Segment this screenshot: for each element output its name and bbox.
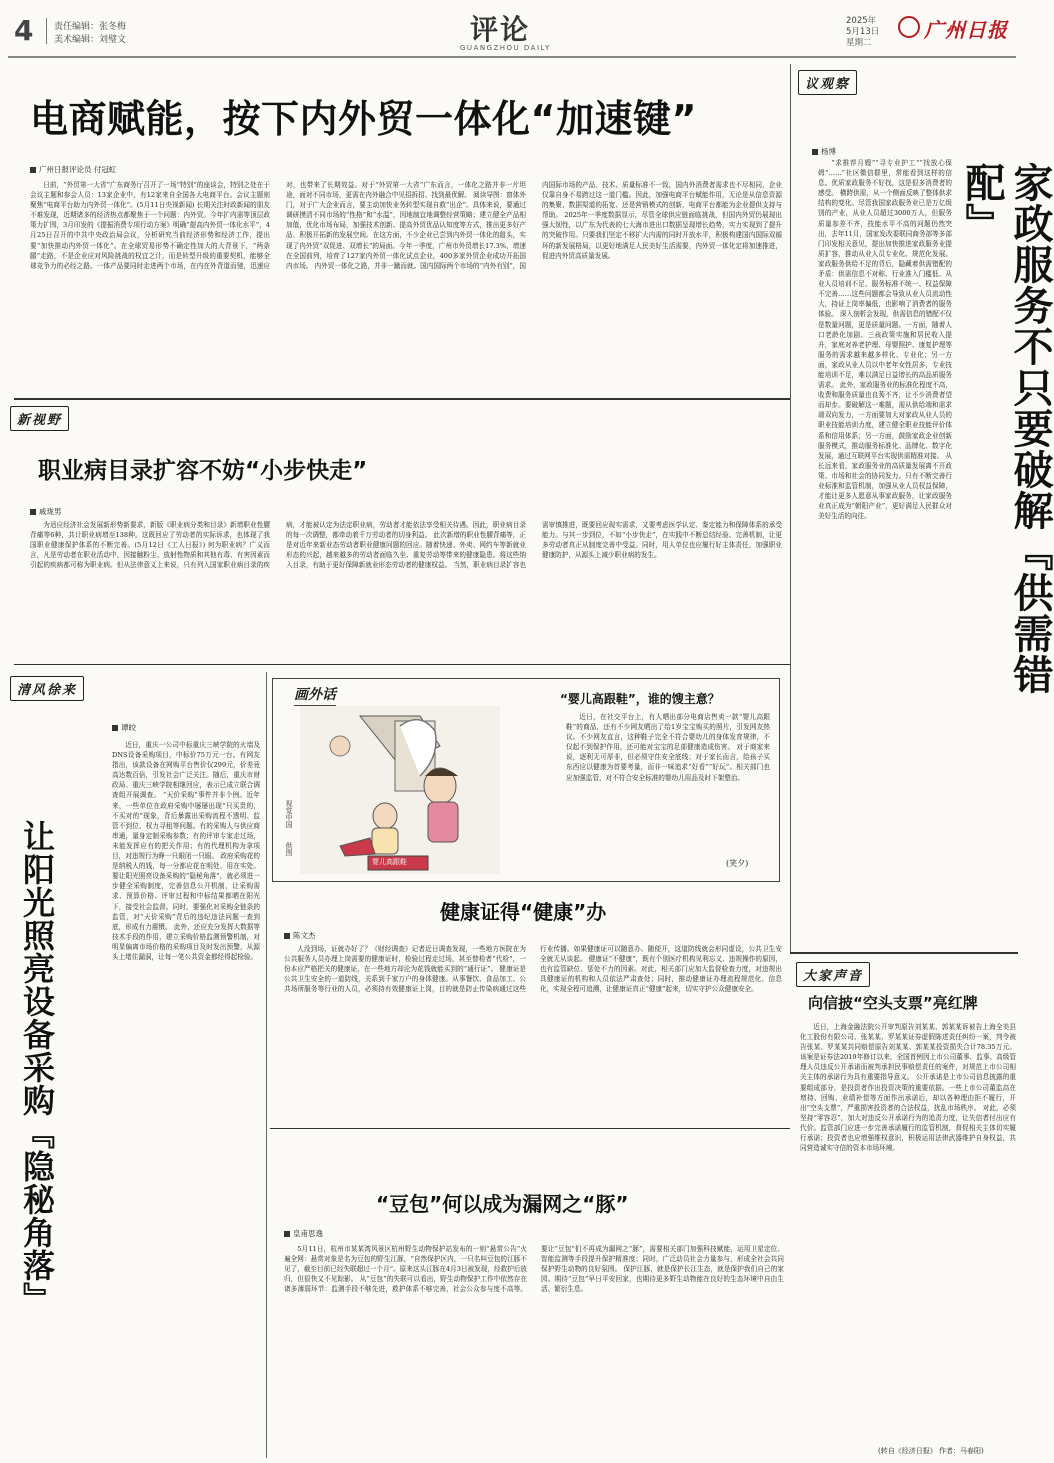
health-body: 人没到场，证就办好了？《财经调查》记者近日调查发现，一些地方医院在为公共服务人员办理上岗需要的健康证时，检验过程走过场，甚至替检者“代检”，一份本应严格把关的健康证，在一些地方却沦为花钱就能买到的“通行证”。 健康证是公共卫生安全的一道防线，关系到千家万户的身体健康。从事餐饮、食品加工、公共场所服务等行业的人员，必须持有效健康证上岗，目的就是防止传染病通过这些行业传播。如果健康证可以随意办、随便开，这道防线就会形同虚设，公共卫生安全就无从谈起。 健康证“不健康”，既有个别医疗机构见利忘义、违规操作的原因，也有监管缺位、惩处不力的因素。对此，相关部门应加大监督检查力度，对违规出具健康证的机构和人员依法严肃查处；同时，推动健康证办理流程规范化、信息化，实现全程可追溯，让健康证真正“健康”起来，切实守护公众健康安全。: [284, 945, 782, 994]
pay-label: 大家声音: [796, 962, 870, 987]
weekday: 星期二: [846, 38, 872, 48]
section-title: 评论: [470, 13, 531, 46]
section-en: GUANGZHOU DAILY: [460, 44, 551, 52]
left-column-rule: [266, 672, 267, 1458]
masthead: [0, 0, 1024, 60]
sunlight-body: 近日，重庆一公司中标重庆三峡学院的火墙及DNS设备采购项目，中标价75万元一台。有网友指出，该款设备在网购平台售价仅299元，价差竟高达数百倍，引发社会广泛关注。随后，重庆市财政局、重庆三峡学院相继回应，表示已成立联合调查组开展调查。 “天价采购”事件并非个例。近年来，一些单位在政府采购中屡屡出现“只买贵的，不买对的”现象，背后暴露出采购流程不透明、监管不到位、权力寻租等问题。有的采购人与供应商串通，量身定制采购参数；有的评审专家走过场，未能发挥应有的把关作用；有的代理机构为拿项目，对违规行为睁一只眼闭一只眼。 政府采购花的是纳税人的钱，每一分都应花在明处、用在实处。要让阳光照亮设备采购的“隐秘角落”，就必须进一步健全采购制度，完善信息公开机制，让采购需求、预算价格、评审过程和中标结果都晒在阳光下，接受社会监督。同时，要强化对采购全链条的监管，对“天价采购”背后的违纪违法问题一查到底，形成有力震慑。 此外，还应充分发挥大数据等技术手段的作用，建立采购价格监测预警机制，对明显偏离市场价格的采购项目及时发出预警，从源头上堵住漏洞，让每一笔公共资金都经得起检验。: [112, 741, 260, 961]
occupational-body: 为适应经济社会发展新形势新要求，新版《职业病分类和目录》新增职业性腰背痛等6种，共计职业病增至138种。这既回应了劳动者的实际诉求，也体现了我国职业健康保护体系的不断完善。(5月12日《工人日报》) 何为职业病？广义而言，凡是劳动者在职业活动中，因接触粉尘、放射性物质和其他有毒、有害因素而引起的疾病都可称为职业病。但从法律意义上来说，只有列入国家职业病目录的疾病，才能被认定为法定职业病，劳动者才能依法享受相关待遇。因此，职业病目录的每一次调整，都牵动着千万劳动者的切身利益。 此次新增的职业性腰背痛等，正是对近年来新业态劳动者职业健康问题的回应。随着快递、外卖、网约车等新就业形态的兴起，越来越多的劳动者面临久坐、重复劳动等带来的健康隐患。将这些纳入目录，有助于更好保障新就业形态劳动者的健康权益。 当然，职业病目录扩容也需审慎推进，既要回应现实需求，又要考虑医学认定、鉴定能力和保障体系的承受能力。与其一步到位，不如“小步快走”，在实践中不断总结经验、完善机制，让更多劳动者真正从制度完善中受益。同时，用人单位也应履行好主体责任，加强职业健康防护，从源头上减少职业病的发生。: [30, 521, 782, 570]
lead-title: 电商赋能，按下内外贸一体化“加速键”: [30, 97, 697, 141]
date-year: 2025年: [846, 16, 877, 26]
occupational-rule: [14, 664, 790, 665]
sunlight-label: 清风徐来: [10, 676, 84, 701]
pay-top-rule: [790, 952, 1018, 954]
masthead-rule: [8, 56, 1016, 58]
cartoon-illustration: [300, 706, 500, 874]
doubao-title: “豆包”何以成为漏网之“豚”: [376, 1192, 629, 1216]
sunlight-title: 让阳光照亮设备采购『隐秘角落』: [18, 820, 56, 1315]
health-title: 健康证得“健康”办: [440, 900, 607, 924]
right-column-body: “求推荐月嫂”“寻专业护工”“找放心保姆”……“社区微信群里，常能看到这样的信息。优质家政服务不好找，这是很多消费者的感受。 横跨供需，从一个侧面反映了整体供求结构的变化。尽管我国家政服务业已是万亿级别的产业，从业人员超过3000万人，但服务质量参差不齐，技能水平不高的问题仍然突出，去年11月，国家发改委联同商务部等多部门印发相关意见，提出加快推进家政服务业提质扩容，推动从业人员专业化、规范化发展。 家政服务供给不足的背后，隐藏着供需错配的矛盾：供需信息不对称、行业准入门槛低、从业人员培训不足、服务标准不统一、权益保障不完善……这些问题都会导致从业人员流动性大，持证上岗率偏低，也影响了消费者的服务体验。 深入剖析会发现，供需信息的错配不仅是数量问题，更是质量问题。一方面，随着人口老龄化加剧、三孩政策实施和居民收入提升，家庭对养老护理、母婴照护、康复护理等服务的需求越来越多样化、专业化；另一方面，家政从业人员以中老年女性居多，专业技能培训不足，难以满足日益增长的高品质服务需求。 此外，家政服务业的标准化程度不高，收费和服务质量也良莠不齐，让不少消费者望而却步。要破解这一难题，需从供给端和需求端双向发力，一方面要加大对家政从业人员的职业技能培训力度，建立健全职业技能评价体系和信用体系；另一方面，鼓励家政企业创新服务模式，推动服务标准化、品牌化、数字化发展，通过互联网平台实现供需精准对接。 从长远来看，家政服务业的高质量发展离不开政策、市场和社会的协同发力。只有不断完善行业标准和监管机制，加强从业人员权益保障，才能让更多人愿意从事家政服务，让家政服务业真正成为“朝阳产业”，更好满足人民群众对美好生活的向往。: [818, 159, 952, 521]
sunlight-byline: 谭皎: [112, 722, 136, 733]
newspaper-logo-icon: [898, 16, 920, 38]
page-number: 4: [14, 14, 34, 47]
paper-name: 广州日报: [924, 18, 1008, 42]
cartoon-body: 近日，在社交平台上，有人晒出部分电商店售卖一款“婴儿高跟鞋”的商品，还有不少网友晒出了给1岁宝宝购买的照片，引发网友热议。不少网友直言，这种鞋子完全不符合婴幼儿的身体发育规律，不仅起不到保护作用，还可能对宝宝的足部健康造成伤害。 对于商家来说，逐利无可厚非，但必须守住安全底线；对于家长而言，给孩子买东西应以健康为首要考量，而非一味追求“好看”“好玩”。相关部门也应加强监管，对不符合安全标准的婴幼儿用品及时下架整治。: [566, 713, 770, 782]
doubao-byline: 皇甫思逸: [284, 1228, 323, 1239]
date-day: 5月13日: [846, 27, 880, 37]
health-byline: 陈文杰: [284, 930, 316, 941]
right-column-byline: 杨博: [812, 146, 836, 157]
lead-byline: 广州日报评论员 付冠虹: [30, 164, 116, 175]
designer-line: 美术编辑：刘璧文: [54, 35, 127, 45]
occupational-byline: 戚珑男: [30, 506, 62, 517]
masthead-divider: [46, 18, 47, 44]
cartoon-sign-label: 婴儿高跟鞋: [372, 858, 407, 866]
occupational-title: 职业病目录扩容不妨“小步快走”: [38, 458, 368, 484]
lead-rule: [14, 398, 790, 400]
cartoon-credit-org: 视觉中国: [285, 800, 293, 828]
health-rule: [270, 1128, 790, 1129]
editor-line: 责任编辑：张冬梅: [54, 22, 127, 32]
pay-body: 近日，上海金融法院公开审判原告刘某某、郭某某诉被告上海全美县化工股份有限公司、张某某、罗某某证券虚假陈述责任纠纷一案，判令被告张某、罗某某共同赔偿原告刘某某、郭某某投资损失合计78.35万元。 该案是证券法2019年修订以来，全国首例因上市公司董事、监事、高级管理人员违反公开承诺而被判承担民事赔偿责任的案件，对规范上市公司相关主体的承诺行为具有重要指导意义。 公开承诺是上市公司信息披露的重要组成部分，是投资者作出投资决策的重要依据。一些上市公司董监高在增持、回购、业绩补偿等方面作出承诺后，却以各种理由拒不履行，开出“空头支票”，严重损害投资者的合法权益，扰乱市场秩序。 对此，必须坚持“零容忍”，加大对违反公开承诺行为的追责力度，让失信者付出应有代价。监管部门应进一步完善承诺履行的监管机制，督促相关主体切实履行承诺；投资者也应增强维权意识，积极运用法律武器维护自身权益，共同营造诚实守信的资本市场环境。: [800, 1023, 1016, 1153]
cartoon-signature: (笑夕): [726, 859, 749, 868]
right-column-label: 议观察: [798, 70, 857, 95]
right-column-left-rule: [790, 64, 791, 954]
pay-byline-end: (转自《经济日报》 作者：马春阳): [878, 1447, 984, 1455]
cartoon-credit-type: 供图: [285, 842, 293, 856]
cartoon-title: “婴儿高跟鞋”，谁的馊主意？: [560, 692, 720, 706]
pay-title: 向信披“空头支票”亮红牌: [808, 994, 978, 1012]
right-column-title: 家政服务不只要破解『供需错配』: [959, 162, 1053, 695]
cartoon-drawing: [300, 706, 500, 874]
lead-body: 日前，“外贸第一大省”广东商务厅召开了一场“特别”的座谈会，特别之处在于会议主题和参会人员：13家企业中，有12家来自全国各大电商平台。会议主题则聚焦“电商平台助力内外贸一体化”。(5月11日央视新闻) 长期关注时政新闻的朋友不难发现，近期诸多的经济热点都聚焦于一个问题：内外贸。今年扩内需等顶层政策力扩围，3月印发的《提振消费专项行动方案》明确“提高内外贸一体化水平”，4月25日召开的中共中央政治局会议，分析研究当前经济形势和经济工作，提出要“加快推动内外贸一体化”。在全球贸易形势不确定性加大的大背景下，“两条腿”走路，不是企业应对风险挑战的权宜之计，而是转型升级的重要契机，能够全球竞争力的必经之路。一体产品要同时走进两个市场，在内在外背道而驰，迅速应对，也带来了长期效益。对于“外贸第一大省”广东而言，一体化之路并非一片坦途，面对不同市场，更需在内外融合中见招拆招、找到最优解。 阅读导图：窗体外门，对于广大企业而言，要主动加快业务转型实现自救“出企”。具体来说，要通过调研摸清不同市场的“性格”和“水温”，因地制宜地调整经营策略；建立健全产品相加值，优化市场布局，加强技术创新、提高外贸优品认知度等方式，推出更多好产品、积极开拓新的发展空间。在这方面，不少企业已尝到内外贸一体化的甜头，实现了内外贸“双促进、双增长”的局面。今年一季度，广州市外贸增长17.3%，增速在全国前列，培育了127家内外贸一体化试点企业，400多家外贸企业成功开拓国内市场。 内外贸一体化之路，并非一蹴而就。国内国际两个市场的“内外有别”，国内国际市场的产品、技术、质量标准不一致，国内外消费者需求也不尽相同，企业仅靠自身不易跨过这一道门槛。因此，加强电商平台赋能作用，无论是从信息资源的集聚、数据渠道的拓宽、还是营销模式的创新，电商平台都能为企业提供支持与帮助。 2025年一季度数据显示，尽管全球供应链面临挑战，但国内外贸仍展现出强大韧性，以广东为代表的七大海市进出口数据呈现增长趋势，实力实现到了提升的突破作用。只要我们坚定不移扩大内需的同时开放水平，积极构建国内国际双循环的新发展格局，以更好地满足人民美好生活需要，内外贸一体化定将加速推进，促进内外贸高质量发展。: [30, 181, 782, 270]
occupational-label: 新视野: [10, 406, 69, 431]
cartoon-label: 画外话: [294, 684, 336, 706]
doubao-body: 5月11日，杭州市某某湾风景区杭州野生动物保护站发布的一则“悬赏公告”火遍全网：悬赏对象是名为豆包的野生江豚，“自然保护区内，一只名叫豆包的江豚不见了，截至目前已经失联超过一个月”。原来这头江豚在4月3日被发现，经救护后放归，但很快又不见踪影。 从“豆包”的失联可以看出，野生动物保护工作中依然存在诸多薄弱环节：监测手段不够先进，救护体系不够完善，社会公众参与度不高等。要让“豆包”们不再成为漏网之“豚”，需要相关部门加强科技赋能，运用卫星定位、智能监测等手段提升保护精准度；同时，广泛动员社会力量参与，形成全社会共同保护野生动物的良好氛围。 保护江豚，就是保护长江生态，就是保护我们自己的家园。期待“豆包”早日平安回家，也期待更多野生动物能在良好的生态环境中自由生活、繁衍生息。: [284, 1245, 784, 1294]
